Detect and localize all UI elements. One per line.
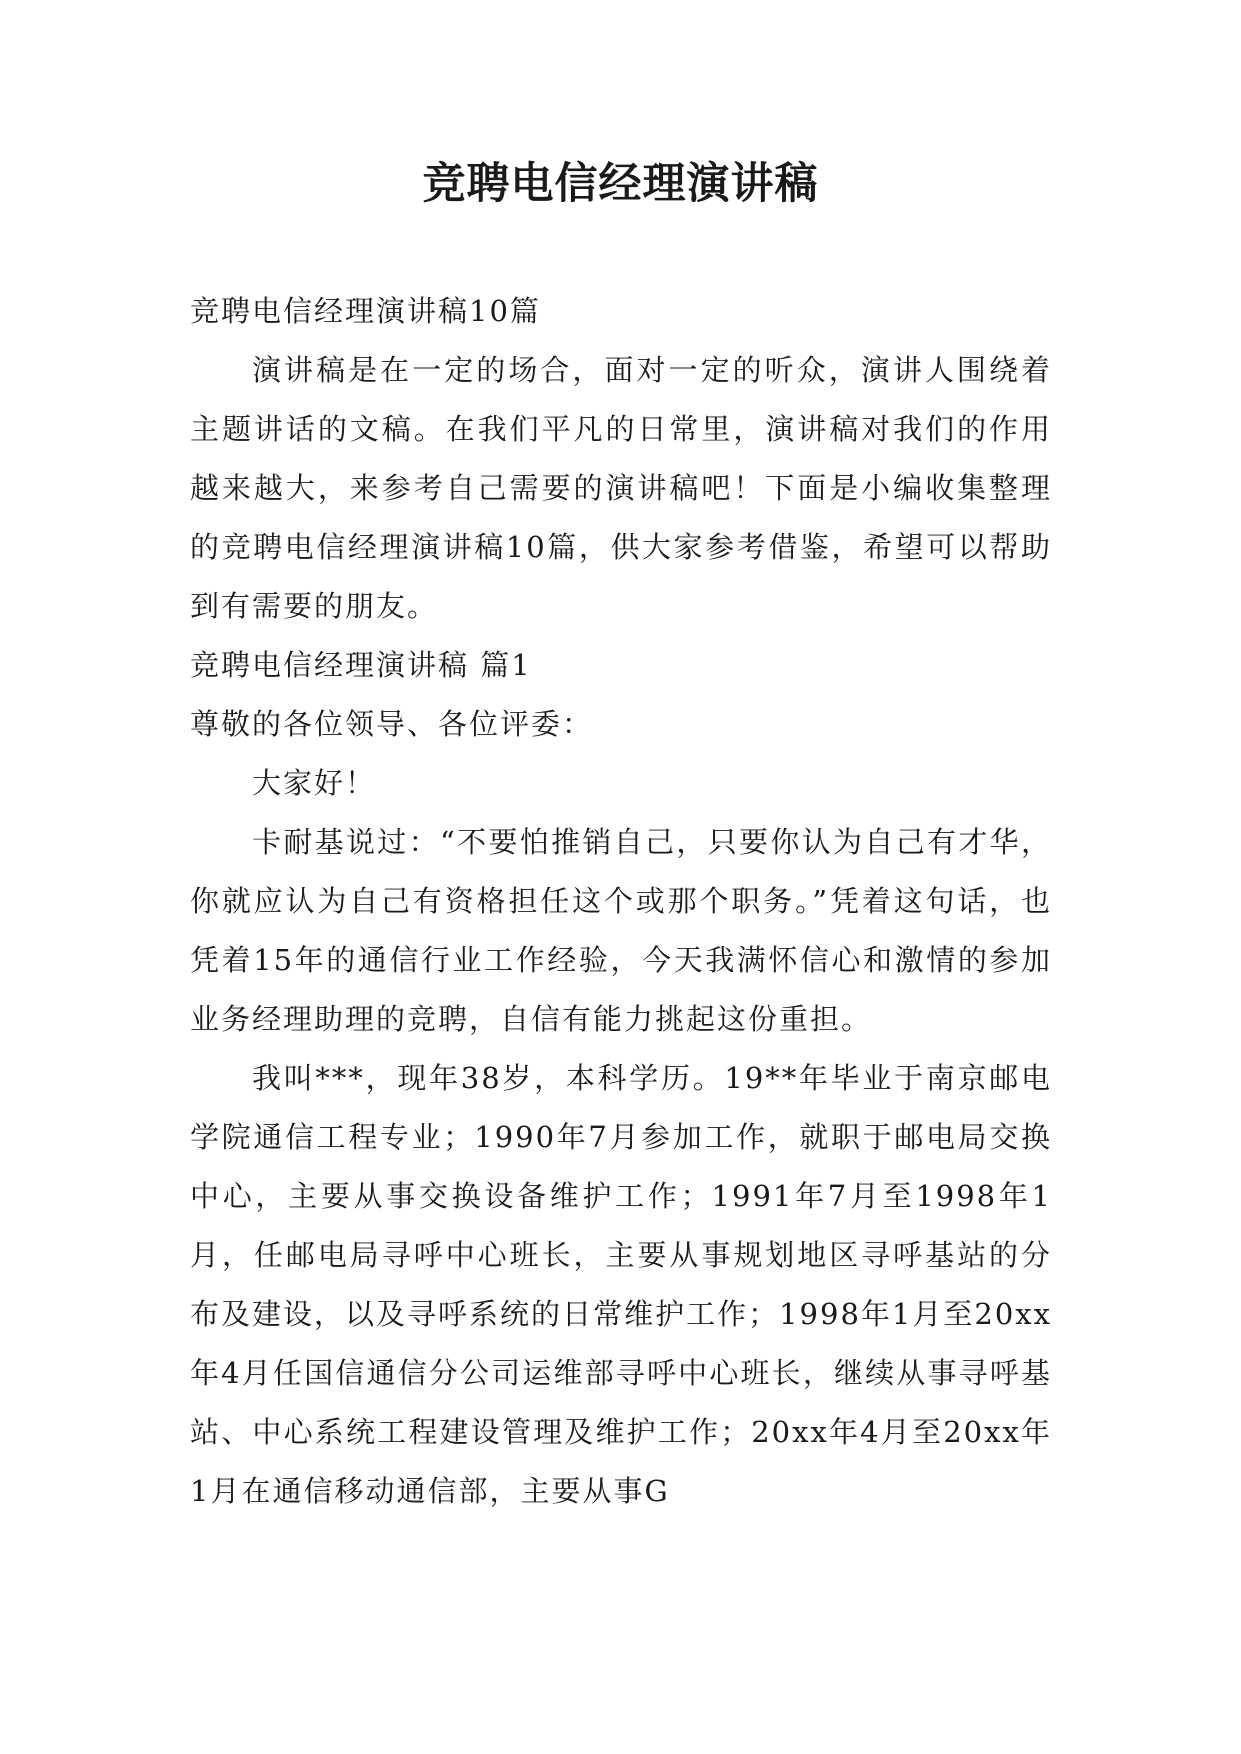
bio-paragraph: 我叫***，现年38岁，本科学历。19**年毕业于南京邮电学院通信工程专业；1990年7月参加工作，就职于邮电局交换中心，主要从事交换设备维护工作；1991年7月至1998年1月，任邮电局寻呼中心班长，主要从事规划地区寻呼基站的分布及建设，以及寻呼系统的日常维护工作；1998年1月至20xx年4月任国信通信分公司运维部寻呼中心班长，继续从事寻呼基站、中心系统工程建设管理及维护工作；20xx年4月至20xx年1月在通信移动通信部，主要从事G <box>190 1061 1052 1508</box>
greeting: 大家好！ <box>252 766 377 800</box>
section-heading: 竞聘电信经理演讲稿 篇1 <box>190 648 532 682</box>
salutation: 尊敬的各位领导、各位评委： <box>190 707 594 741</box>
document-body <box>190 282 1052 1521</box>
subtitle-line: 竞聘电信经理演讲稿10篇 <box>190 294 541 328</box>
intro-paragraph: 演讲稿是在一定的场合，面对一定的听众，演讲人围绕着主题讲话的文稿。在我们平凡的日常里，演讲稿对我们的作用越来越大，来参考自己需要的演讲稿吧！下面是小编收集整理的竞聘电信经理演讲稿10篇，供大家参考借鉴，希望可以帮助到有需要的朋友。 <box>190 353 1052 623</box>
quote-paragraph: 卡耐基说过：“不要怕推销自己，只要你认为自己有才华，你就应认为自己有资格担任这个或那个职务。”凭着这句话，也凭着15年的通信行业工作经验，今天我满怀信心和激情的参加业务经理助理的竞聘，自信有能力挑起这份重担。 <box>190 825 1052 1036</box>
document-title: 竞聘电信经理演讲稿 <box>422 159 819 209</box>
